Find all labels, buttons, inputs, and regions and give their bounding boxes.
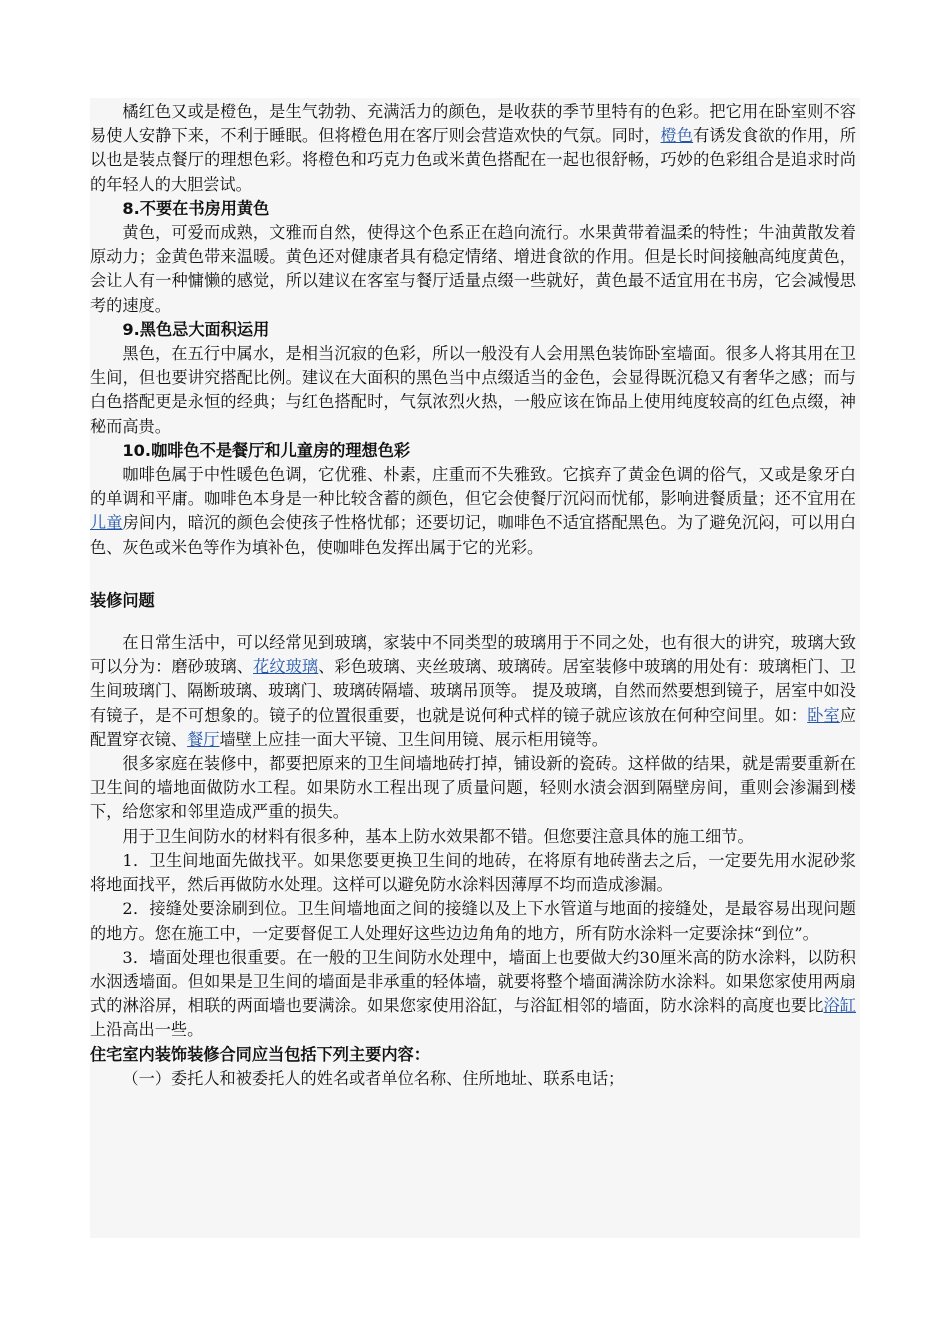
paragraph-black: 黑色，在五行中属水，是相当沉寂的色彩，所以一般没有人会用黑色装饰卧室墙面。很多人将其用在卫生间，但也要讲究搭配比例。建议在大面积的黑色当中点缀适当的金色，会显得既沉稳又有奢华之感；而与白色搭配更是永恒的经典；与红色搭配时，气氛浓烈火热，一般应该在饰品上使用纯度较高的红色点缀，神秘而高贵。 [90, 344, 856, 436]
heading-8: 8.不要在书房用黄色 [122, 198, 270, 218]
heading-9: 9.黑色忌大面积运用 [122, 319, 270, 339]
link-orange[interactable]: 橙色 [660, 126, 694, 146]
contract-item-1: （一）委托人和被委托人的姓名或者单位名称、住所地址、联系电话； [122, 1068, 625, 1088]
link-dining-room[interactable]: 餐厅 [187, 729, 220, 749]
paragraph-orange: 橘红色又或是橙色，是生气勃勃、充满活力的颜色，是收获的季节里特有的色彩。把它用在卧室则不容易使人安静下来，不利于睡眠。但将橙色用在客厅则会营造欢快的气氛。同时，橙色有诱发食欲的作用，所以也是装点餐厅的理想色彩。将橙色和巧克力色或米黄色搭配在一起也很舒畅，巧妙的色彩组合是追求时尚的年轻人的大胆尝试。 [90, 102, 857, 194]
contract-heading: 住宅室内装饰装修合同应当包括下列主要内容： [90, 1044, 430, 1064]
paragraph-materials: 用于卫生间防水的材料有很多种，基本上防水效果都不错。但您要注意具体的施工细节。 [122, 826, 754, 846]
link-patterned-glass[interactable]: 花纹玻璃 [253, 657, 319, 677]
paragraph-step-3: 3．墙面处理也很重要。在一般的卫生间防水处理中，墙面上也要做大约30厘米高的防水涂料，以防积水洇透墙面。但如果是卫生间的墙面是非承重的轻体墙，就要将整个墙面满涂防水涂料。如果您家使用两扇式的淋浴屏，相联的两面墙也要满涂。如果您家使用浴缸，与浴缸相邻的墙面，防水涂料的高度也要比浴缸上沿高出一些。 [90, 947, 857, 1040]
heading-10: 10.咖啡色不是餐厅和儿童房的理想色彩 [122, 440, 411, 460]
section-title: 装修问题 [90, 590, 155, 610]
paragraph-coffee: 咖啡色属于中性暖色色调，它优雅、朴素，庄重而不失雅致。它摈弃了黄金色调的俗气，又或是象牙白的单调和平庸。咖啡色本身是一种比较含蓄的颜色，但它会使餐厅沉闷而忧郁，影响进餐质量；还不宜用在儿童房间内，暗沉的颜色会使孩子性格忧郁；还要切记，咖啡色不适宜搭配黑色。为了避免沉闷，可以用白色、灰色或米色等作为填补色，使咖啡色发挥出属于它的光彩。 [90, 465, 857, 557]
document-body [90, 100, 856, 1091]
paragraph-yellow: 黄色，可爱而成熟，文雅而自然，使得这个色系正在趋向流行。水果黄带着温柔的特性；牛油黄散发着原动力；金黄色带来温暖。黄色还对健康者具有稳定情绪、增进食欲的作用。但是长时间接触高纯度黄色，会让人有一种慵懒的感觉，所以建议在客室与餐厅适量点缀一些就好，黄色最不适宜用在书房，它会减慢思考的速度。 [90, 223, 856, 315]
link-children[interactable]: 儿童 [90, 513, 123, 533]
paragraph-tiles: 很多家庭在装修中，都要把原来的卫生间墙地砖打掉，铺设新的瓷砖。这样做的结果，就是需要重新在卫生间的墙地面做防水工程。如果防水工程出现了质量问题，轻则水渍会洇到隔壁房间，重则会渗漏到楼下，给您家和邻里造成严重的损失。 [90, 754, 856, 822]
link-bedroom[interactable]: 卧室 [807, 705, 840, 725]
paragraph-glass: 在日常生活中，可以经常见到玻璃，家装中不同类型的玻璃用于不同之处，也有很大的讲究，玻璃大致可以分为：磨砂玻璃、花纹玻璃、彩色玻璃、夹丝玻璃、玻璃砖。居室装修中玻璃的用处有：玻璃柜门、卫生间玻璃门、隔断玻璃、玻璃门、玻璃砖隔墙、玻璃吊顶等。 提及玻璃，自然而然要想到镜子，居室中如没有镜子，是不可想象的。镜子的位置很重要，也就是说何种式样的镜子就应该放在何种空间里。如：卧室应配置穿衣镜、餐厅墙壁上应挂一面大平镜、卫生间用镜、展示柜用镜等。 [90, 633, 857, 749]
paragraph-step-2: 2．接缝处要涂刷到位。卫生间墙地面之间的接缝以及上下水管道与地面的接缝处，是最容易出现问题的地方。您在施工中，一定要督促工人处理好这些边边角角的地方，所有防水涂料一定要涂抹“到位”。 [90, 899, 856, 943]
paragraph-step-1: 1．卫生间地面先做找平。如果您要更换卫生间的地砖，在将原有地砖凿去之后，一定要先用水泥砂浆将地面找平，然后再做防水处理。这样可以避免防水涂料因薄厚不均而造成渗漏。 [90, 850, 856, 895]
link-bathtub[interactable]: 浴缸 [823, 996, 857, 1016]
